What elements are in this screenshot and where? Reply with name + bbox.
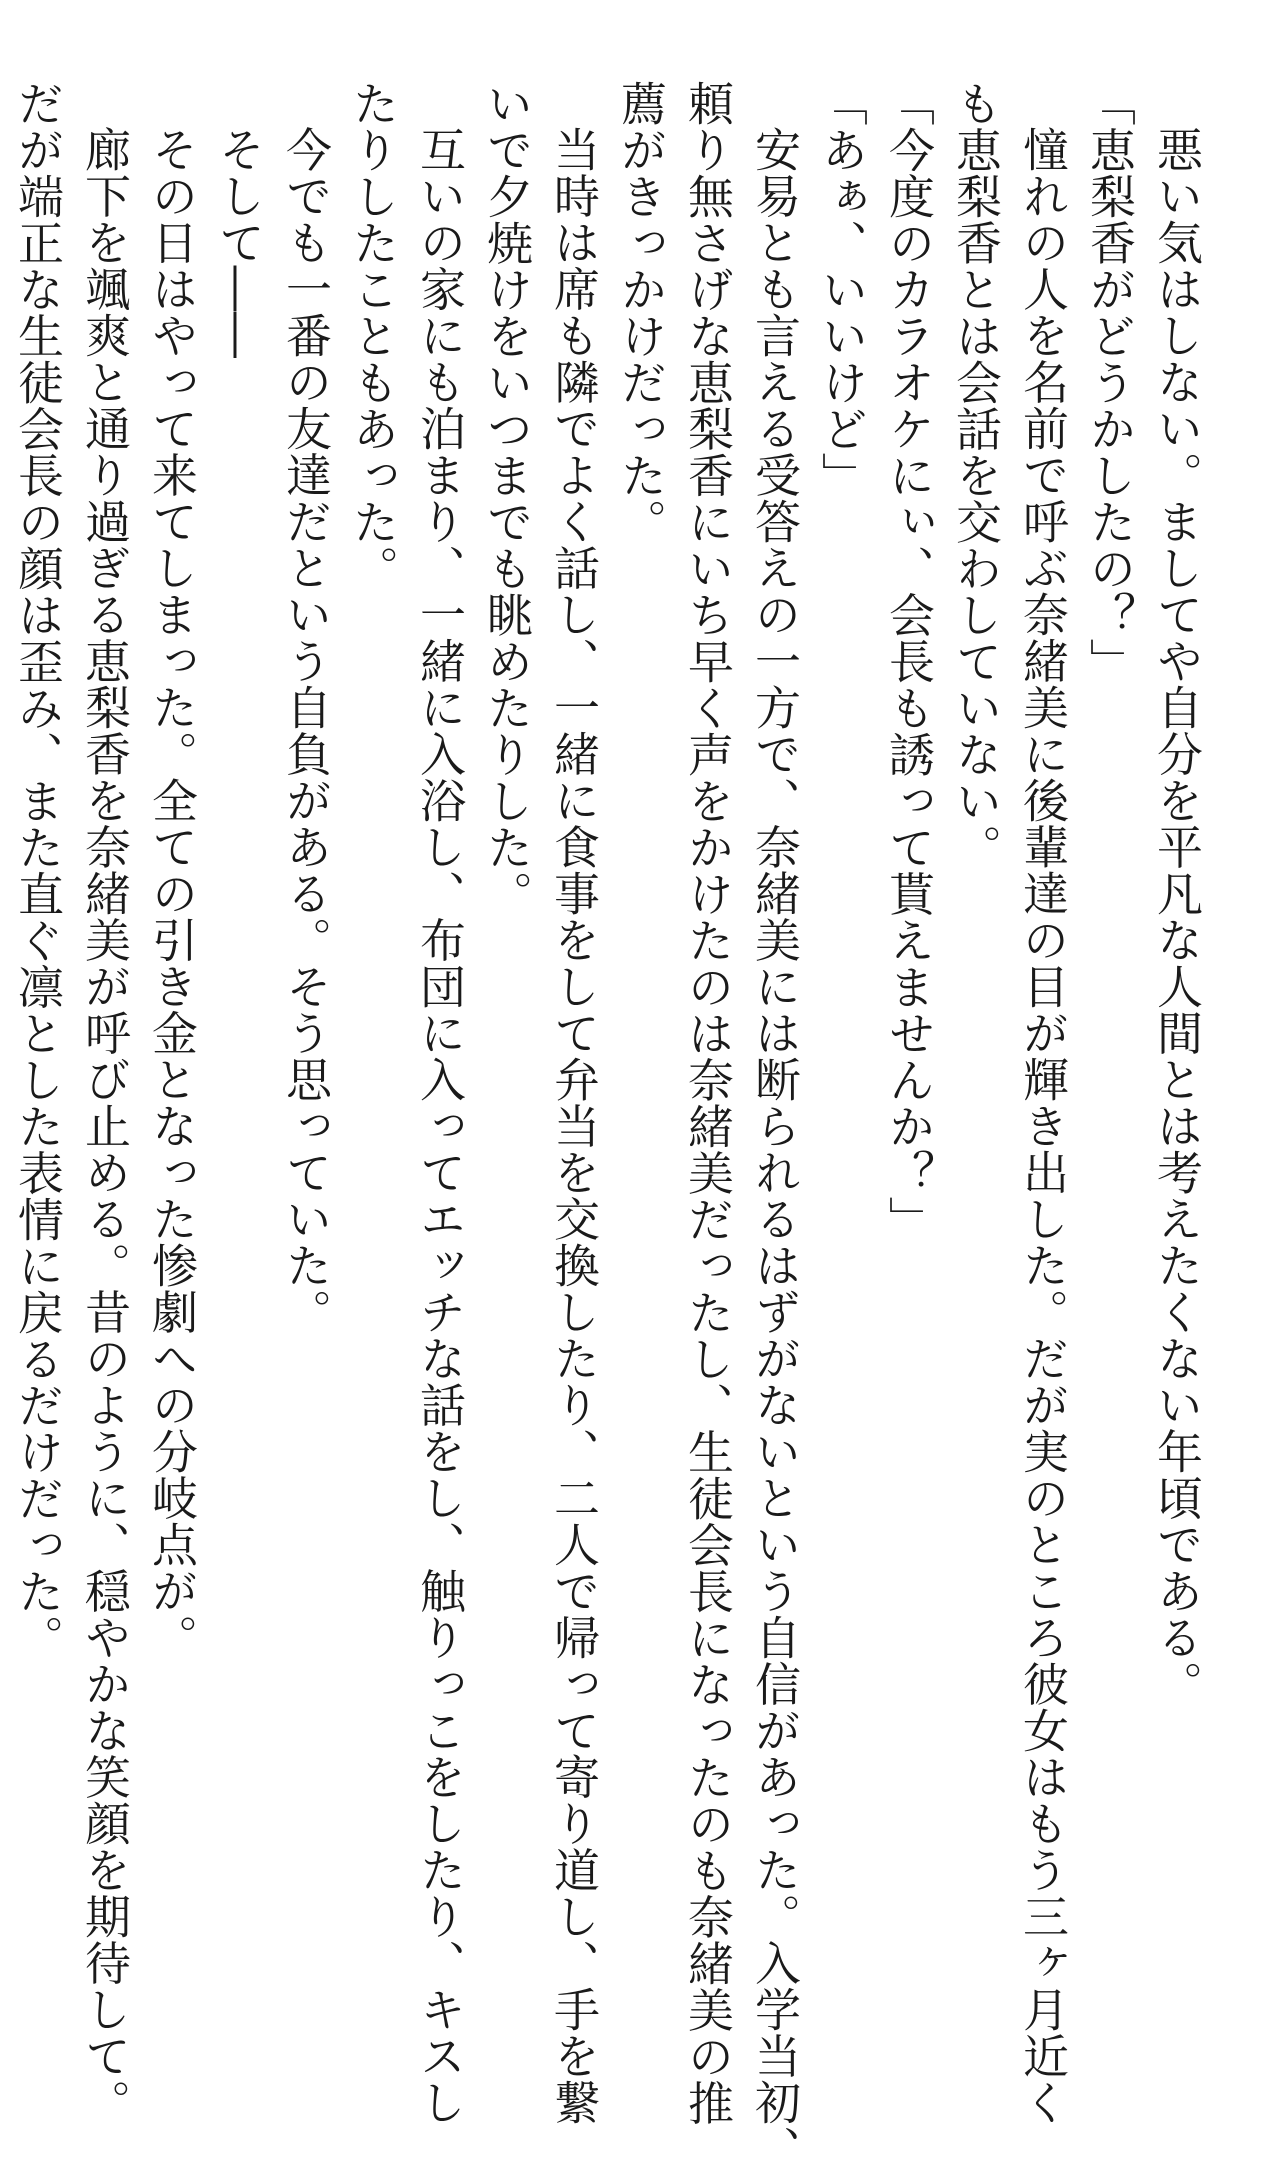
text-line: 安易とも言える受答えの一方で、奈緒美には断られるはずがないという自信があった。入学当初、 (748, 126, 802, 2172)
text-line: いで夕焼けをいつまでも眺めたりした。 (480, 80, 534, 917)
text-line: 当時は席も隣でよく話し、一緒に食事をして弁当を交換したり、二人で帰って寄り道し、手を繋 (547, 126, 601, 2126)
text-line: その日はやって来てしまった。全ての引き金となった惨劇への分岐点が。 (145, 126, 199, 1661)
text-line: も恵梨香とは会話を交わしていない。 (949, 80, 1003, 871)
text-line: 「あぁ、いいけど」 (815, 80, 869, 499)
text-line: たりしたこともあった。 (346, 80, 400, 592)
text-line: 「恵梨香がどうかしたの？」 (1083, 80, 1137, 685)
text-line: 悪い気はしない。ましてや自分を平凡な人間とは考えたくない年頃である。 (1150, 126, 1204, 1707)
text-line: だが端正な生徒会長の顔は歪み、また直ぐ凛とした表情に戻るだけだった。 (11, 80, 65, 1661)
vertical-text-body (4, 80, 1210, 2172)
text-line: 憧れの人を名前で呼ぶ奈緒美に後輩達の目が輝き出した。だが実のところ彼女はもう三ヶ月近く (1016, 126, 1070, 2126)
text-line: そして―― (212, 126, 266, 359)
text-line: 廊下を颯爽と通り過ぎる恵梨香を奈緒美が呼び止める。昔のように、穏やかな笑顔を期待して。 (78, 126, 132, 2126)
text-line: 互いの家にも泊まり、一緒に入浴し、布団に入ってエッチな話をし、触りっこをしたり、キスし (413, 126, 467, 2126)
text-line: 「今度のカラオケにぃ、会長も誘って貰えませんか？」 (882, 80, 936, 1243)
text-line: 薦がきっかけだった。 (614, 80, 668, 545)
text-line: 今でも一番の友達だという自負がある。そう思っていた。 (279, 126, 333, 1335)
text-line: 頼り無さげな恵梨香にいち早く声をかけたのは奈緒美だったし、生徒会長になったのも奈緒美の推 (681, 80, 735, 2126)
